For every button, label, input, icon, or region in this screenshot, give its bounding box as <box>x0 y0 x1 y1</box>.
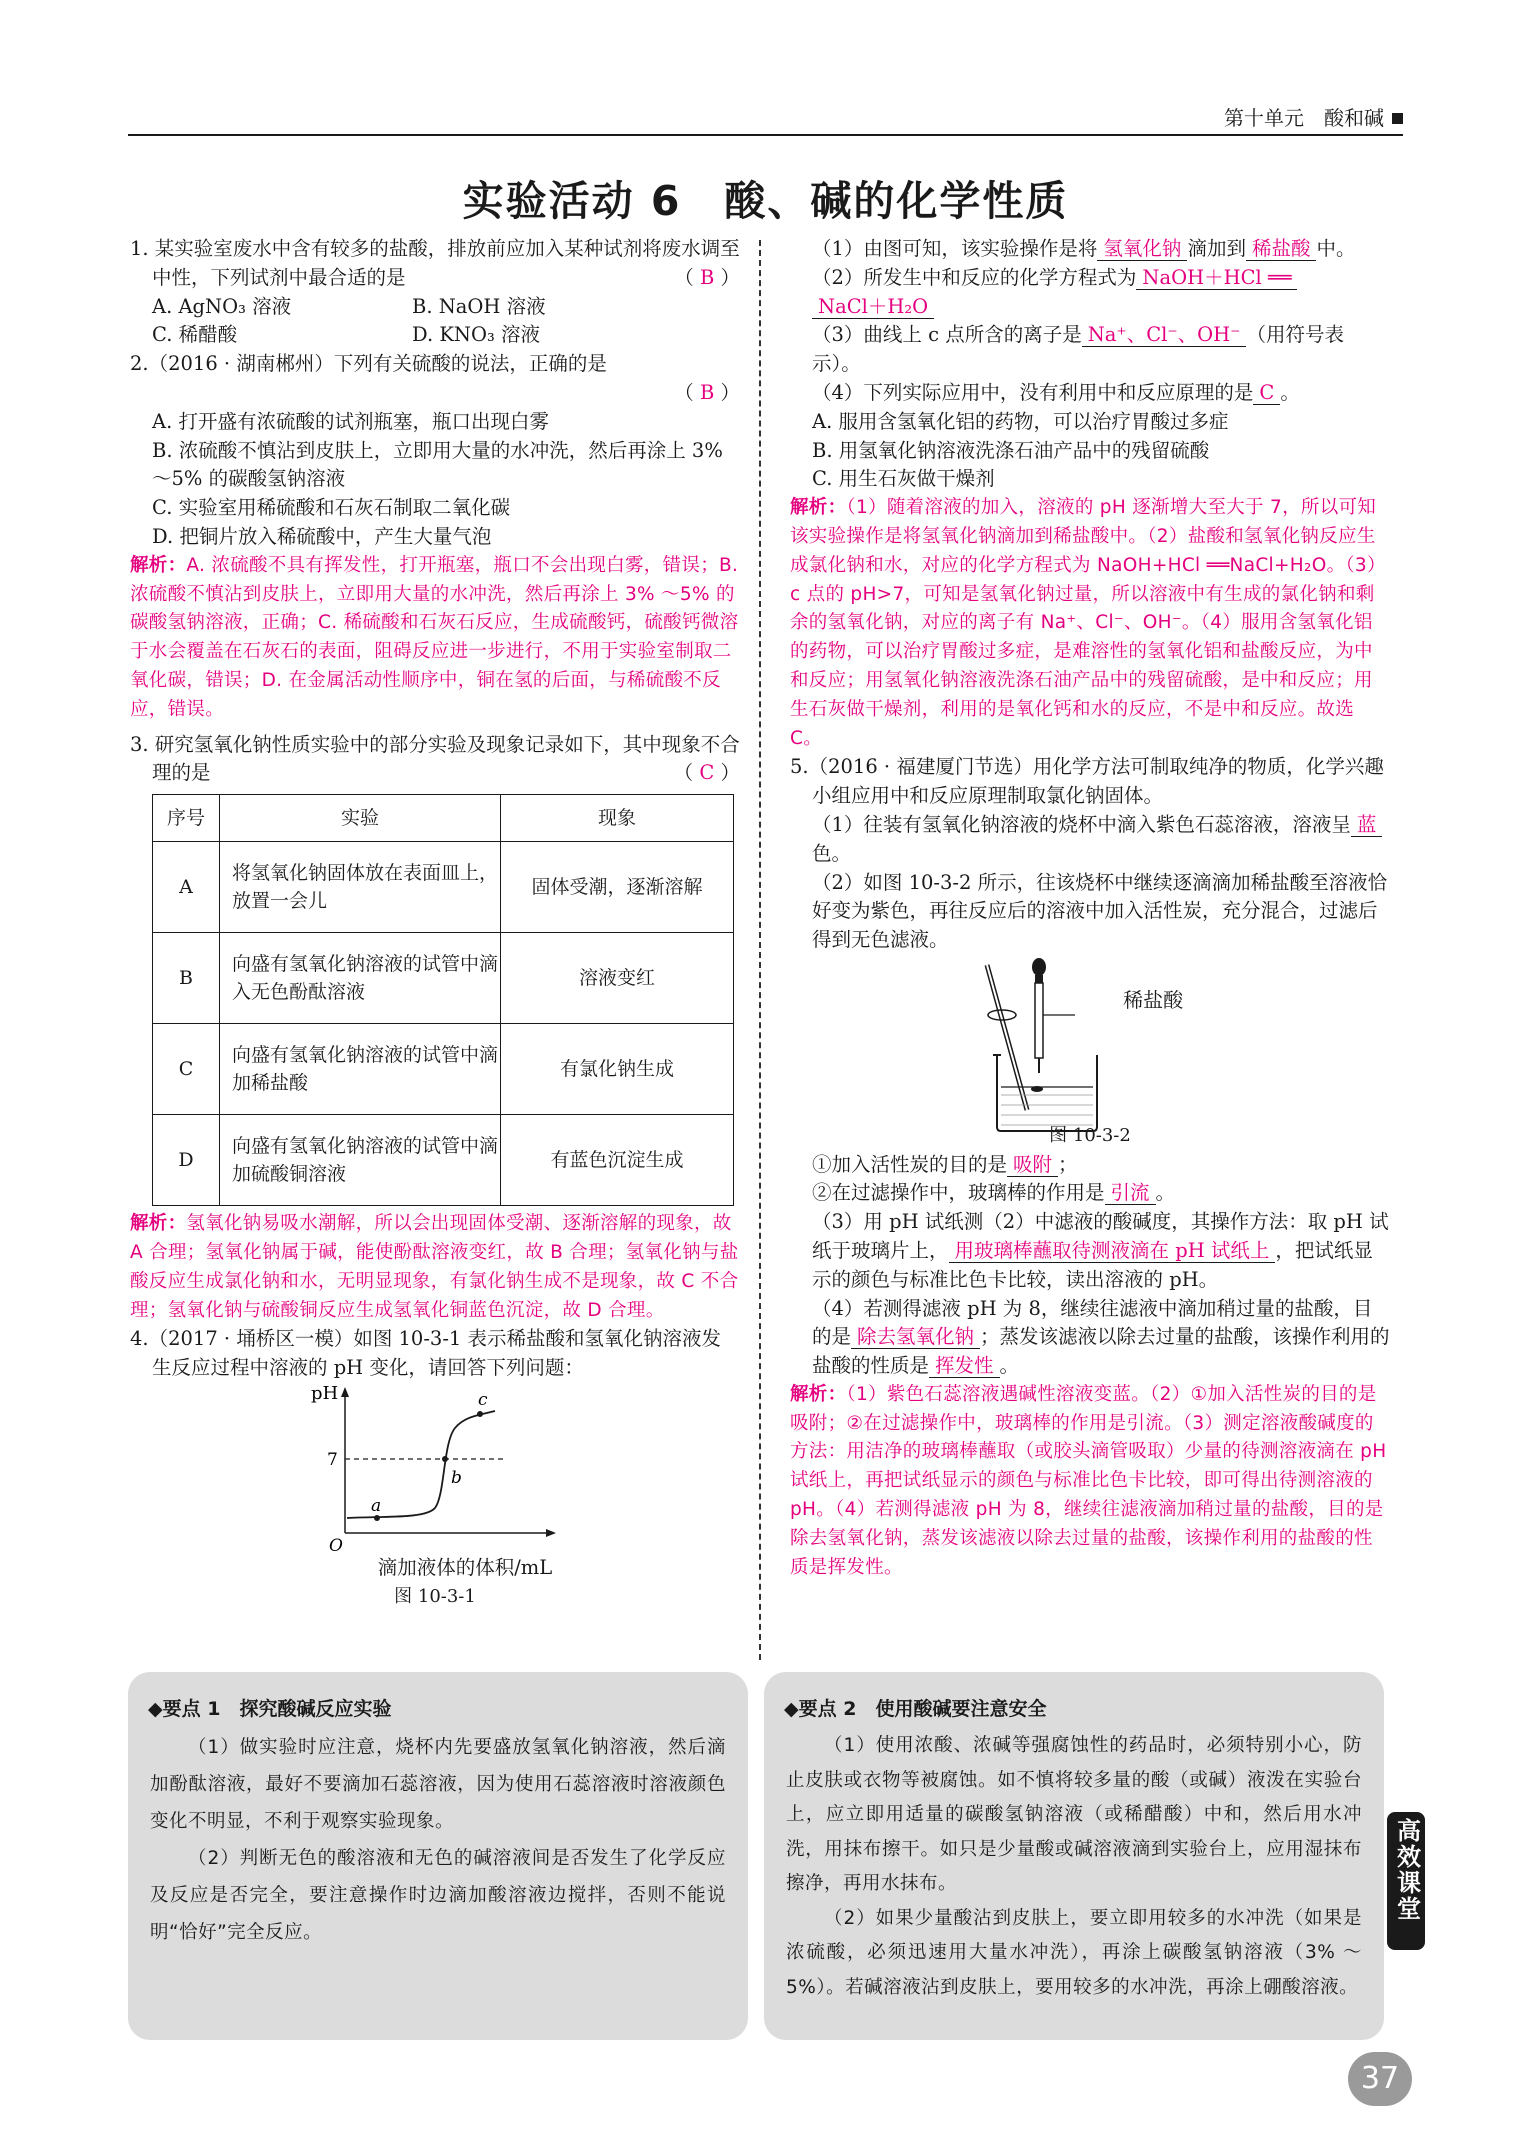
y-axis-label: pH <box>311 1382 339 1404</box>
dropper-neck <box>1035 975 1043 983</box>
side-tab: 高效课堂 <box>1387 1812 1425 1950</box>
point-b-label: b <box>451 1467 462 1488</box>
q2-option-b: B. 浓硫酸不慎沾到皮肤上，立即用大量的水冲洗，然后再涂上 3% ～5% 的碳酸氢钠溶液 <box>152 438 723 491</box>
q5-part-2: （2）如图 10-3-2 所示，往该烧杯中继续逐滴滴加稀盐酸至溶液恰好变为紫色，再往反应后的溶液中加入活性炭，充分混合，过滤后得到无色滤液。 <box>812 870 1388 952</box>
q2-option-c: C. 实验室用稀硫酸和石灰石制取二氧化碳 <box>152 496 511 520</box>
q4-part-2: （2）所发生中和反应的化学方程式为 NaOH＋HCl ══ NaCl＋H₂O <box>790 264 1390 322</box>
header-square-icon <box>1392 113 1403 124</box>
question-3 <box>130 731 740 1326</box>
beaker-figure <box>957 955 1157 1135</box>
q5-part-4: （4）若测得滤液 pH 为 8，继续往滤液中滴加稍过量的盐酸，目的是 除去氢氧化钠 ；蒸发该滤液以除去过量的盐酸，该操作利用的盐酸的性质是 挥发性 。 <box>812 1296 1390 1378</box>
table-row <box>153 1115 734 1206</box>
key-point-1-paragraph: （2）判断无色的酸溶液和无色的碱溶液间是否发生了化学反应及反应是否完全，要注意操作时边滴加酸溶液边搅拌，否则不能说明“恰好”完全反应。 <box>150 1848 726 1943</box>
q1-answer: （ B ） <box>674 265 740 289</box>
tick-7-label: 7 <box>327 1449 338 1470</box>
q5-sub-2: ②在过滤操作中，玻璃棒的作用是 引流 。 <box>812 1181 1176 1205</box>
q5-part-3: （3）用 pH 试纸测（2）中滤液的酸碱度，其操作方法：取 pH 试纸于玻璃片上， 用玻璃棒蘸取待测液滴在 pH 试纸上 ，把试纸显示的颜色与标准比色卡比较，读出溶液的 pH。 <box>812 1210 1389 1291</box>
q3-table <box>152 794 734 1206</box>
q4-option-a: A. 服用含氢氧化铝的药物，可以治疗胃酸过多症 <box>812 409 1229 433</box>
point-a-label: a <box>371 1495 382 1516</box>
glass-rod-highlight <box>987 965 1027 1110</box>
table-cell: 有蓝色沉淀生成 <box>501 1115 734 1206</box>
q1-option-d: D. KNO₃ 溶液 <box>412 323 540 347</box>
q4-part-3: （3）曲线上 c 点所含的离子是 Na⁺、Cl⁻、OH⁻ （用符号表示）。 <box>812 323 1344 376</box>
q4-analysis: 解析：（1）随着溶液的加入，溶液的 pH 逐渐增大至大于 7，所以可知该实验操作是将氢氧化钠滴加到稀盐酸中。（2）盐酸和氢氧化钠反应生成氯化钠和水，对应的化学方程式为 NaOH+HCl ══NaCl+H₂O。（3）c 点的 pH>7，可知是氢氧化钠过量，所以溶液中有生成的氯化钠和剩余的氢氧化钠，对应的离子有 Na⁺、Cl⁻、OH⁻。（4）服用含氢氧化铝的药物，可以治疗胃酸过多症，是难溶性的氢氧化铝和盐酸反应，为中和反应；用氢氧化钠溶液洗涤石油产品中的残留硫酸，是中和反应；用生石灰做干燥剂，利用的是氧化钙和水的反应，不是中和反应。故选 C。 <box>790 497 1386 749</box>
q2-stem: 2.（2016 · 湖南郴州）下列有关硫酸的说法，正确的是 <box>130 352 607 376</box>
dropper-bulb <box>1032 958 1046 976</box>
key-point-1-paragraph: （1）做实验时应注意，烧杯内先要盛放氢氧化钠溶液，然后滴加酚酞溶液，最好不要滴加石蕊溶液，因为使用石蕊溶液时溶液颜色变化不明显，不利于观察实验现象。 <box>150 1737 726 1832</box>
table-header: 现象 <box>501 795 734 842</box>
key-point-2-title: ◆要点 2 使用酸碱要注意安全 <box>784 1698 1047 1720</box>
q3-stem: 3. 研究氢氧化钠性质实验中的部分实验及现象记录如下，其中现象不合理的是 <box>130 732 740 785</box>
q2-option-d: D. 把铜片放入稀硫酸中，产生大量气泡 <box>152 524 492 548</box>
beaker <box>997 1055 1097 1131</box>
x-axis-label: 滴加液体的体积/mL <box>377 1555 553 1579</box>
figure-caption: 图 10-3-2 <box>1049 1124 1131 1146</box>
ph-curve-figure <box>305 1383 565 1553</box>
figure-10-3-2 <box>790 955 1390 1151</box>
x-axis-arrow <box>546 1529 556 1537</box>
page-title: 实验活动 6 酸、碱的化学性质 <box>462 177 1069 225</box>
q2-answer: （ B ） <box>674 380 740 404</box>
table-cell: B <box>153 933 220 1024</box>
dilute-hcl-label: 稀盐酸 <box>1123 987 1184 1012</box>
table-cell: 向盛有氢氧化钠溶液的试管中滴入无色酚酞溶液 <box>220 933 501 1024</box>
q2-analysis: 解析：A. 浓硫酸不具有挥发性，打开瓶塞，瓶口不会出现白雾，错误；B. 浓硫酸不慎沾到皮肤上，立即用大量的水冲洗，然后再涂上 3% ～5% 的碳酸氢钠溶液，正确；C. 稀硫酸和石灰石反应，生成硫酸钙，硫酸钙微溶于水会覆盖在石灰石的表面，阻碍反应进一步进行，不用于实验室制取二氧化碳，错误；D. 在金属活动性顺序中，铜在氢的后面，与稀硫酸不反应，错误。 <box>130 554 739 720</box>
q5-part-1: （1）往装有氢氧化钠溶液的烧杯中滴入紫色石蕊溶液，溶液呈 蓝色。 <box>790 811 1390 869</box>
key-point-2-paragraph: （2）如果少量酸沾到皮肤上，要立即用较多的水冲洗（如果是浓硫酸，必须迅速用大量水冲洗），再涂上碳酸氢钠溶液（3% ～5%）。若碱溶液沾到皮肤上，要用较多的水冲洗，再涂上硼酸溶液。 <box>786 1907 1362 1998</box>
key-point-2-paragraph: （1）使用浓酸、浓碱等强腐蚀性的药品时，必须特别小心，防止皮肤或衣物等被腐蚀。如不慎将较多量的酸（或碱）液泼在实验台上，应立即用适量的碳酸氢钠溶液（或稀醋酸）中和，然后用水冲洗，用抹布擦干。如只是少量酸或碱溶液滴到实验台上，应用湿抹布擦净，再用水抹布。 <box>786 1735 1362 1894</box>
q1-option-a: A. AgNO₃ 溶液 <box>152 294 292 318</box>
table-cell: D <box>153 1115 220 1206</box>
table-cell: C <box>153 1024 220 1115</box>
q1-stem: 1. 某实验室废水中含有较多的盐酸，排放前应加入某种试剂将废水调至中性，下列试剂中最合适的是 <box>130 237 740 289</box>
left-column <box>130 235 740 1611</box>
table-cell: 向盛有氢氧化钠溶液的试管中滴加硫酸铜溶液 <box>220 1115 501 1206</box>
table-cell: 向盛有氢氧化钠溶液的试管中滴加稀盐酸 <box>220 1024 501 1115</box>
key-point-box-1 <box>128 1672 748 2040</box>
key-point-box-2 <box>764 1672 1384 2040</box>
page-number: 37 <box>1348 2052 1412 2106</box>
q3-analysis: 解析：氢氧化钠易吸水潮解，所以会出现固体受潮、逐渐溶解的现象，故 A 合理；氢氧化钠属于碱，能使酚酞溶液变红，故 B 合理；氢氧化钠与盐酸反应生成氯化钠和水，无明显现象，有氯化钠生成不是现象，故 C 不合理；氢氧化钠与硫酸铜反应生成氢氧化铜蓝色沉淀，故 D 合理。 <box>130 1213 739 1321</box>
table-row <box>153 1024 734 1115</box>
key-point-1-title: ◆要点 1 探究酸碱反应实验 <box>148 1698 392 1720</box>
table-cell: 溶液变红 <box>501 933 734 1024</box>
origin-label: O <box>329 1535 343 1553</box>
running-header <box>128 96 1403 136</box>
figure-caption: 图 10-3-1 <box>394 1585 476 1607</box>
right-column <box>790 235 1390 1582</box>
table-cell: 有氯化钠生成 <box>501 1024 734 1115</box>
table-row <box>153 842 734 933</box>
table-cell: 将氢氧化钠固体放在表面皿上，放置一会儿 <box>220 842 501 933</box>
point-b <box>442 1456 448 1462</box>
question-1 <box>130 235 740 350</box>
question-2 <box>130 350 740 724</box>
point-c-label: c <box>478 1389 488 1410</box>
question-4-continued <box>790 235 1390 753</box>
table-header-row <box>153 795 734 842</box>
running-header-text: 第十单元 酸和碱 <box>1224 102 1403 131</box>
q4-part-4: （4）下列实际应用中，没有利用中和反应原理的是 C 。 <box>812 380 1300 404</box>
q2-option-a: A. 打开盛有浓硫酸的试剂瓶塞，瓶口出现白雾 <box>152 409 549 433</box>
q1-option-c: C. 稀醋酸 <box>152 323 238 347</box>
question-5 <box>790 753 1390 1582</box>
table-header: 实验 <box>220 795 501 842</box>
q4-part-1: （1）由图可知，该实验操作是将 氢氧化钠 滴加到 稀盐酸 中。 <box>812 237 1356 260</box>
q4-stem: 4.（2017 · 埇桥区一模）如图 10-3-1 表示稀盐酸和氢氧化钠溶液发生反应过程中溶液的 pH 变化，请回答下列问题： <box>130 1327 722 1380</box>
q5-sub-1: ①加入活性炭的目的是 吸附 ； <box>812 1152 1078 1176</box>
q5-stem: 5.（2016 · 福建厦门节选）用化学方法可制取纯净的物质，化学兴趣小组应用中和反应原理制取氯化钠固体。 <box>790 755 1384 808</box>
q1-option-b: B. NaOH 溶液 <box>412 294 546 318</box>
q4-option-c: C. 用生石灰做干燥剂 <box>812 467 995 491</box>
q3-answer: （ C ） <box>673 761 740 785</box>
dropper-tube <box>1035 983 1043 1058</box>
y-axis-arrow <box>341 1387 349 1397</box>
question-4 <box>130 1325 740 1611</box>
point-c <box>477 1411 483 1417</box>
table-cell: 固体受潮，逐渐溶解 <box>501 842 734 933</box>
table-row <box>153 933 734 1024</box>
q1-options <box>130 293 740 351</box>
column-divider <box>759 240 761 1660</box>
table-header: 序号 <box>153 795 220 842</box>
q5-analysis: 解析：（1）紫色石蕊溶液遇碱性溶液变蓝。（2）①加入活性炭的目的是吸附；②在过滤操作中，玻璃棒的作用是引流。（3）测定溶液酸碱度的方法：用洁净的玻璃棒蘸取（或胶头滴管吸取）少量的待测溶液滴在 pH 试纸上，再把试纸显示的颜色与标准比色卡比较，即可得出待测溶液的 pH。（4）若测得滤液 pH 为 8，继续往滤液滴加稍过量的盐酸，目的是除去氢氧化钠，蒸发该滤液以除去过量的盐酸，该操作利用的盐酸的性质是挥发性。 <box>790 1383 1387 1578</box>
droplet <box>1031 1086 1043 1092</box>
figure-10-3-1 <box>130 1383 740 1611</box>
ph-curve <box>347 1411 495 1518</box>
table-cell: A <box>153 842 220 933</box>
q4-option-b: B. 用氢氧化钠溶液洗涤石油产品中的残留硫酸 <box>812 438 1210 462</box>
